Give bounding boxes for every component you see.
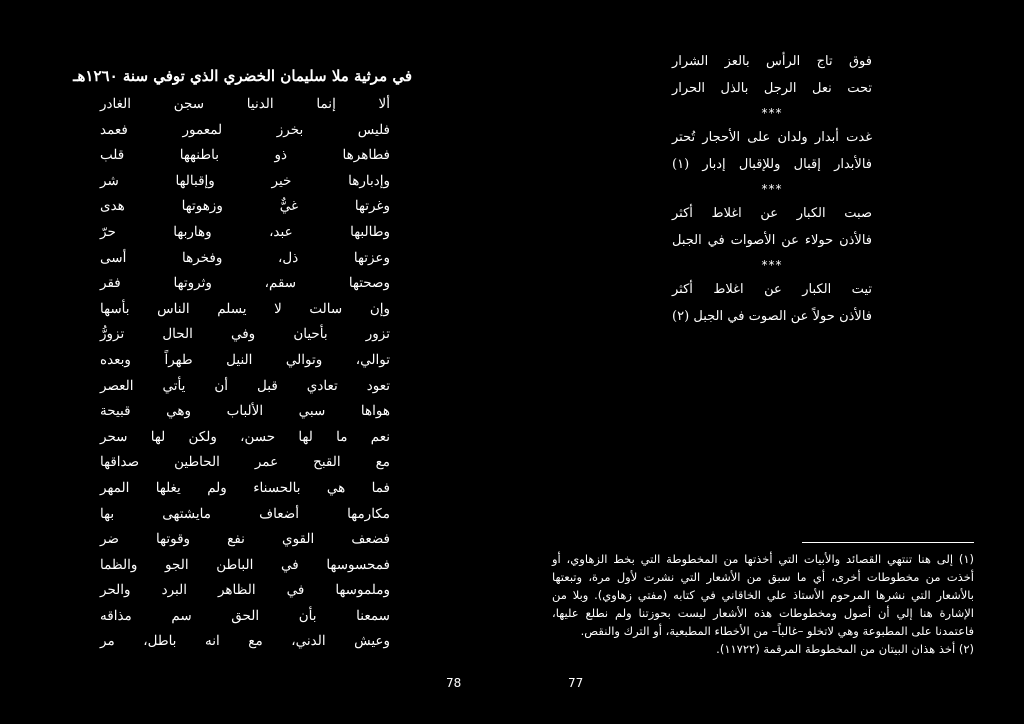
poem-line: تعود تعادي قبل أن يأتي العصر: [100, 377, 390, 394]
page-number-right: 77: [568, 676, 584, 690]
stanza-separator: ***: [761, 182, 783, 196]
stanza-line: تيت الكبار عن اغلاط أكثر: [672, 282, 872, 297]
stanza-separator: ***: [761, 106, 783, 120]
poem-line: وعيش الدني، مع انه باطل، مر: [100, 633, 390, 650]
stanza-line: فالأذن حولاء عن الأصوات في الجبل: [672, 233, 872, 248]
poem-line: وإن سالت لا يسلم الناس بأسها: [100, 300, 390, 317]
footnote-divider: [802, 542, 974, 543]
footnote: (٢) أخذ هذان البيتان من المخطوطة المرقمة (١١٧٢٢).: [716, 642, 974, 656]
right-page: [512, 0, 1024, 724]
poem-line: وطالبها عبد، وهاربها حرّ: [100, 223, 390, 240]
poem-line: وصحتها سقم، وثروتها فقر: [100, 275, 390, 292]
footnote: (١) إلى هنا تنتهي القصائد والأبيات التي أخذتها من المخطوطة التي بخط الزهاوي، أو أخذت من مخطوطات أخرى، أي ما سبق من الأشعار التي نشرت لأول مرة، وتبعتها بالأشعار التي نشرها المرحوم الأستاذ علي الخاقاني في كتابه (مفتي زهاوي). وبلا من الإشارة هنا إلي أن أصول ومخطوطات هذه الأشعار ليست بحوزتنا ولم نطلع عليها، فاعتمدنا على المطبوعة وهي لاتخلو –غالباً– من الأخطاء المطبعية، أو الترك والنقص.: [552, 552, 974, 638]
stanza-separator: ***: [761, 258, 783, 272]
poem-line: فطاهرها ذو باطنهها قلب: [100, 147, 390, 164]
poem-line: تزور بأحيان وفي الحال تزورُّ: [100, 326, 390, 343]
poem-line: فما هي بالحسناء ولم يغلها المهر: [100, 479, 390, 496]
poem-line: هواها سبي الألباب وهي قبيحة: [100, 403, 390, 420]
page-number-left: 78: [446, 676, 462, 690]
stanza-line: فالأذن حولاً عن الصوت في الجبل (٢): [672, 309, 872, 324]
poem-line: سمعنا بأن الحق سم مذاقه: [100, 607, 390, 624]
stanza-line: تحت نعل الرجل بالذل الحرار: [672, 81, 872, 96]
poem-line: نعم ما لها حسن، ولكن لها سحر: [100, 428, 390, 445]
stanza-line: فالأبدار إقبال وللإقبال إدبار (١): [672, 157, 872, 172]
poem-line: مع القبح عمر الحاطين صداقها: [100, 454, 390, 471]
stanzas-block: [672, 48, 872, 330]
poem-line: وإدبارها خير وإقبالها شر: [100, 172, 390, 189]
poem-line: وملموسها في الظاهر البرد والحر: [100, 582, 390, 599]
elegy-poem: [100, 92, 390, 655]
stanza-line: صبت الكبار عن اغلاط أكثر: [672, 206, 872, 221]
poem-line: فليس بخرز لمعمور فعمد: [100, 121, 390, 138]
poem-line: فضعف القوي نفع وقوتها ضر: [100, 531, 390, 548]
poem-line: فمحسوسها في الباطن الجو والظما: [100, 556, 390, 573]
poem-line: مكارمها أضعاف مايشتهى بها: [100, 505, 390, 522]
footnotes: [552, 550, 974, 658]
poem-line: توالي، وتوالي النيل طهراً وبعده: [100, 351, 390, 368]
poem-line: وغرتها غيٌّ وزهوتها هدى: [100, 198, 390, 215]
stanza-line: غدت أبدار ولدان على الأحجار تُحتر: [672, 130, 872, 145]
poem-line: ألا إنما الدنيا سجن الغادر: [100, 96, 390, 112]
poem-line: وعزتها ذل، وفخرها أسى: [100, 249, 390, 266]
poem-title: في مرثية ملا سليمان الخضري الذي توفي سنة ١٢٦٠هـ: [73, 67, 412, 85]
stanza-line: فوق تاج الرأس بالعز الشرار: [672, 54, 872, 69]
